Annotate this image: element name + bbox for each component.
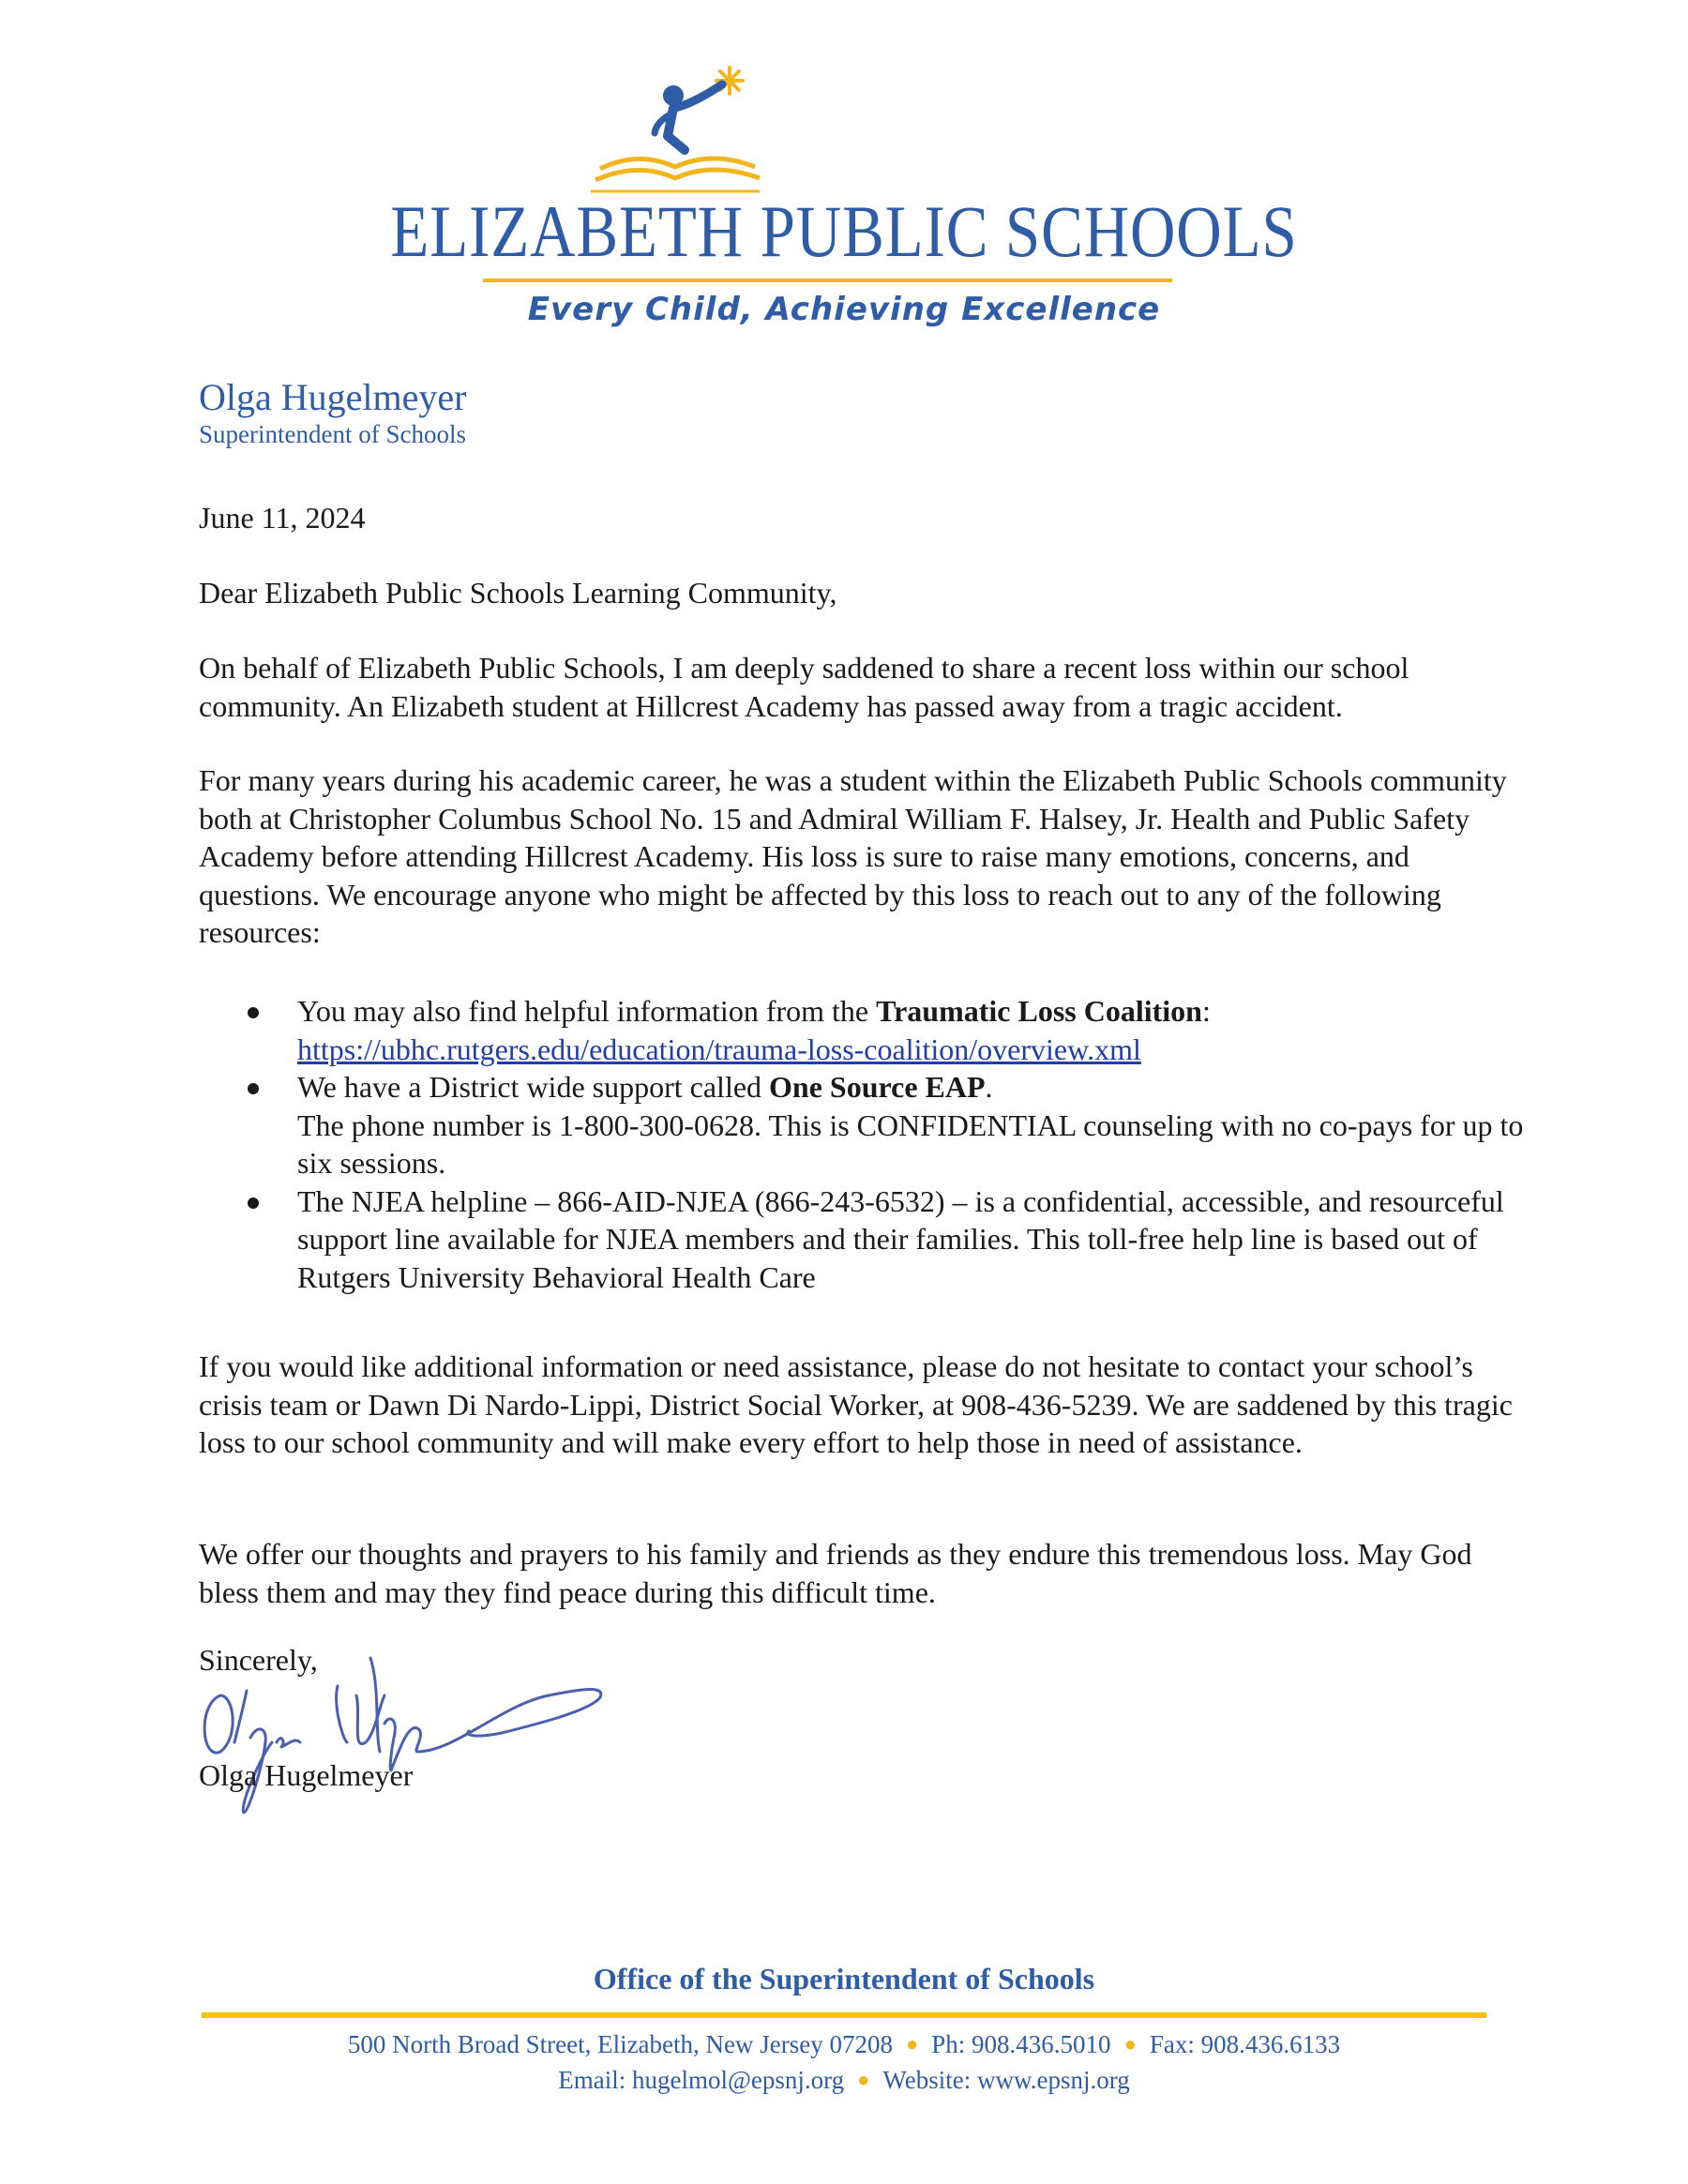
resource-name: Traumatic Loss Coalition: [876, 994, 1202, 1028]
separator-dot-icon: ●: [905, 2032, 919, 2056]
salutation: Dear Elizabeth Public Schools Learning Community,: [199, 576, 837, 610]
tagline: Every Child, Achieving Excellence: [527, 291, 1161, 328]
paragraph-1: On behalf of Elizabeth Public Schools, I am deeply saddened to share a recent loss within our school community. An Elizabeth student at Hillcrest Academy has passed away from a tragic accident.: [199, 651, 1409, 723]
footer-address: 500 North Broad Street, Elizabeth, New Jersey 07208: [347, 2030, 893, 2058]
org-name: ELIZABETH PUBLIC SCHOOLS: [390, 190, 1298, 272]
district-logo-icon: [581, 56, 769, 197]
bullet-icon: [248, 1007, 259, 1018]
sender-name: Olga Hugelmeyer: [199, 376, 467, 418]
paragraph-2: For many years during his academic career, he was a student within the Elizabeth Public Schools community both at Christopher Columbus School No. 15 and Admiral William F. Halsey, Jr. Health and Public Safety Academy before attending Hillcrest Academy. His loss is sure to raise many emotions, concerns, and questions. We encourage anyone who might be affected by this loss to reach out to any of the following resources:: [199, 763, 1507, 949]
letterhead-divider: [483, 279, 1172, 282]
tlc-link[interactable]: https://ubhc.rutgers.edu/education/trauma-loss-coalition/overview.xml: [297, 1032, 1141, 1066]
resource-intro: We have a District wide support called: [297, 1070, 770, 1104]
closing: Sincerely,: [199, 1643, 318, 1677]
footer-title: Office of the Superintendent of Schools: [593, 1962, 1095, 1996]
footer-web-line: [0, 2066, 1688, 2095]
paragraph-3: If you would like additional information or need assistance, please do not hesitate to contact your school’s crisis team or Dawn Di Nardo-Lippi, District Social Worker, at 908-436-5239. We are saddened by this tragic loss to our school community and will make every effort to help those in need of assistance.: [199, 1349, 1513, 1459]
resource-punct: .: [985, 1070, 993, 1104]
footer-phone: Ph: 908.436.5010: [931, 2030, 1111, 2058]
resource-list: [199, 992, 1530, 1296]
footer-divider: [202, 2012, 1486, 2018]
separator-dot-icon: ●: [1123, 2032, 1137, 2056]
list-item: [199, 1068, 1530, 1182]
sender-title: Superintendent of Schools: [199, 420, 466, 448]
resource-intro: You may also find helpful information from the: [297, 994, 877, 1028]
list-item: [199, 992, 1530, 1068]
footer-email[interactable]: Email: hugelmol@epsnj.org: [558, 2066, 845, 2094]
resource-punct: :: [1201, 994, 1211, 1028]
resource-detail: The phone number is 1-800-300-0628. This is CONFIDENTIAL counseling with no co-pays for up to six sessions.: [297, 1107, 1524, 1180]
footer-fax: Fax: 908.436.6133: [1149, 2030, 1341, 2058]
bullet-icon: [248, 1197, 259, 1209]
resource-text: The NJEA helpline – 866-AID-NJEA (866-243-6532) – is a confidential, accessible, and resourceful support line available for NJEA members and their families. This toll-free help line is based out of Rutgers University Behavioral Health Care: [297, 1183, 1504, 1294]
footer-website[interactable]: Website: www.epsnj.org: [882, 2066, 1130, 2094]
list-item: [199, 1182, 1530, 1297]
separator-dot-icon: ●: [857, 2068, 870, 2091]
bullet-icon: [248, 1083, 259, 1094]
letter-date: June 11, 2024: [199, 501, 366, 535]
resource-name: One Source EAP: [769, 1070, 986, 1104]
footer-contact-line: [0, 2030, 1688, 2059]
paragraph-4: We offer our thoughts and prayers to his family and friends as they endure this tremendous loss. May God bless them and may they find peace during this difficult time.: [199, 1537, 1472, 1609]
signed-name: Olga Hugelmeyer: [199, 1758, 414, 1792]
